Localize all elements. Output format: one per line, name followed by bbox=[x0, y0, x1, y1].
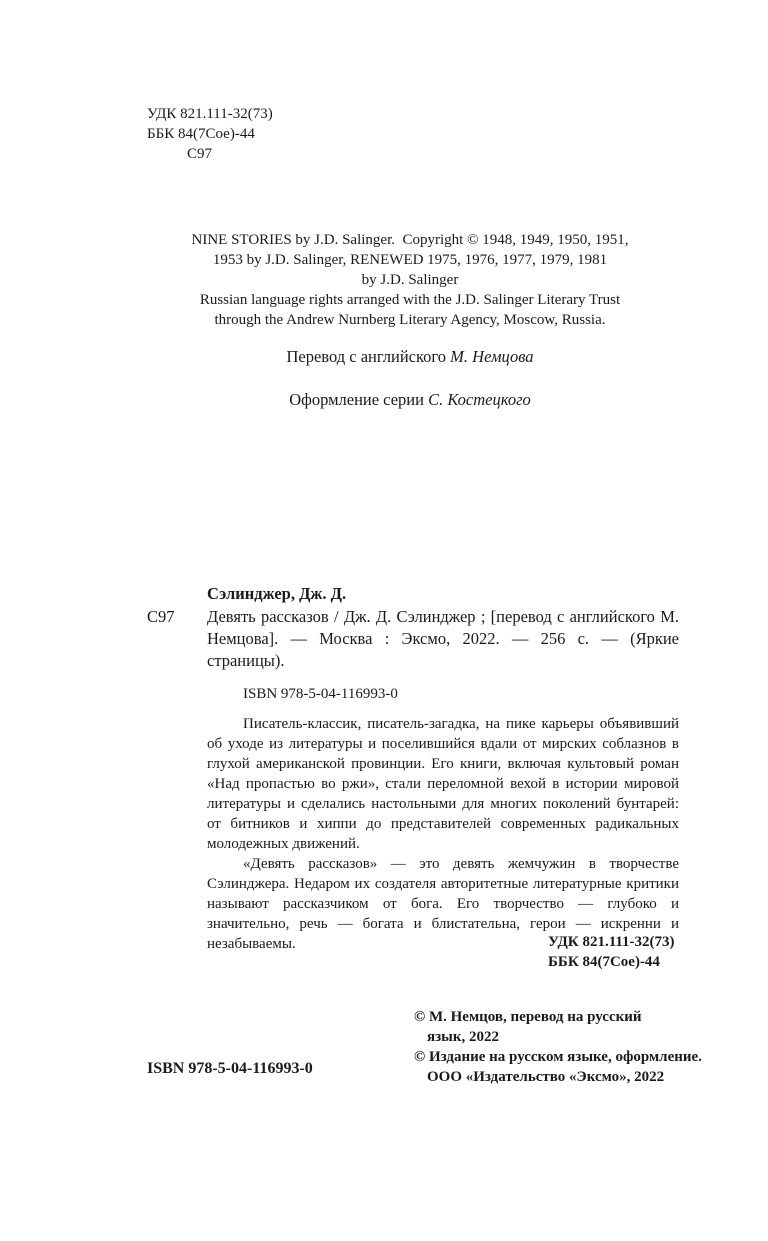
copyright-line: by J.D. Salinger bbox=[361, 272, 459, 288]
bbk-code: ББК 84(7Сое)-44 bbox=[147, 126, 255, 142]
catalog-description: Девять рассказов / Дж. Д. Сэлинджер ; [перевод с английского М. Немцова]. — Москва : Эксмо, 2022. — 256 с. — (Яркие страницы). bbox=[207, 607, 679, 670]
rights-line: through the Andrew Nurnberg Literary Agency, Moscow, Russia. bbox=[214, 312, 606, 328]
bbk-code: ББК 84(7Сое)-44 bbox=[548, 954, 660, 970]
catalog-author-heading: Сэлинджер, Дж. Д. bbox=[207, 584, 347, 603]
catalog-mark: С97 bbox=[147, 607, 175, 626]
translator-credit bbox=[120, 346, 700, 368]
copyright-translation-line: © М. Немцов, перевод на русский bbox=[414, 1009, 642, 1025]
copyright-line: NINE STORIES by J.D. Salinger. Copyright © 1948, 1949, 1950, 1951, bbox=[191, 232, 629, 248]
copyright-edition-line: © Издание на русском языке, оформление. bbox=[414, 1049, 702, 1065]
english-copyright bbox=[120, 230, 700, 330]
design-label: Оформление серии bbox=[289, 390, 429, 409]
bottom-codes bbox=[548, 932, 675, 972]
rights-line: Russian language rights arranged with the J.D. Salinger Literary Trust bbox=[199, 292, 621, 308]
top-codes bbox=[147, 104, 273, 164]
udk-code: УДК 821.111-32(73) bbox=[548, 934, 675, 950]
author-mark: С97 bbox=[187, 146, 213, 162]
annotation-paragraph-1: Писатель-классик, писатель-загадка, на пике карьеры объявивший об уходе из литературы и поселившийся вдали от мирских соблазнов в глухой американской провинции. Его книги, включая культовый роман «Над пропастью во ржи», стали переломной вехой в истории мировой литературы и сделались настольными для многих поколений бунтарей: от битников и хиппи до представителей современных радикальных молодежных движений. bbox=[207, 716, 679, 852]
copyright-translation-year: язык, 2022 bbox=[427, 1029, 499, 1045]
designer-name: С. Костецкого bbox=[428, 390, 531, 409]
footer-isbn: ISBN 978-5-04-116993-0 bbox=[147, 1060, 313, 1077]
design-credit bbox=[120, 389, 700, 411]
translator-name: М. Немцова bbox=[450, 347, 534, 366]
copyright-publisher-line: ООО «Издательство «Эксмо», 2022 bbox=[427, 1069, 665, 1085]
catalog-isbn: ISBN 978-5-04-116993-0 bbox=[243, 686, 398, 702]
annotation-paragraph-2: «Девять рассказов» — это девять жемчужин в творчестве Сэлинджера. Недаром их создателя авторитетные литературные критики называют рассказчиком от бога. Его творчество — глубоко и значительно, речь — богата и блистательна, герои — искренни и незабываемы. bbox=[207, 856, 679, 952]
udk-code: УДК 821.111-32(73) bbox=[147, 106, 273, 122]
footer-copyrights bbox=[414, 1007, 702, 1087]
copyright-line: 1953 by J.D. Salinger, RENEWED 1975, 1976, 1977, 1979, 1981 bbox=[212, 252, 608, 268]
translation-label: Перевод с английского bbox=[286, 347, 451, 366]
